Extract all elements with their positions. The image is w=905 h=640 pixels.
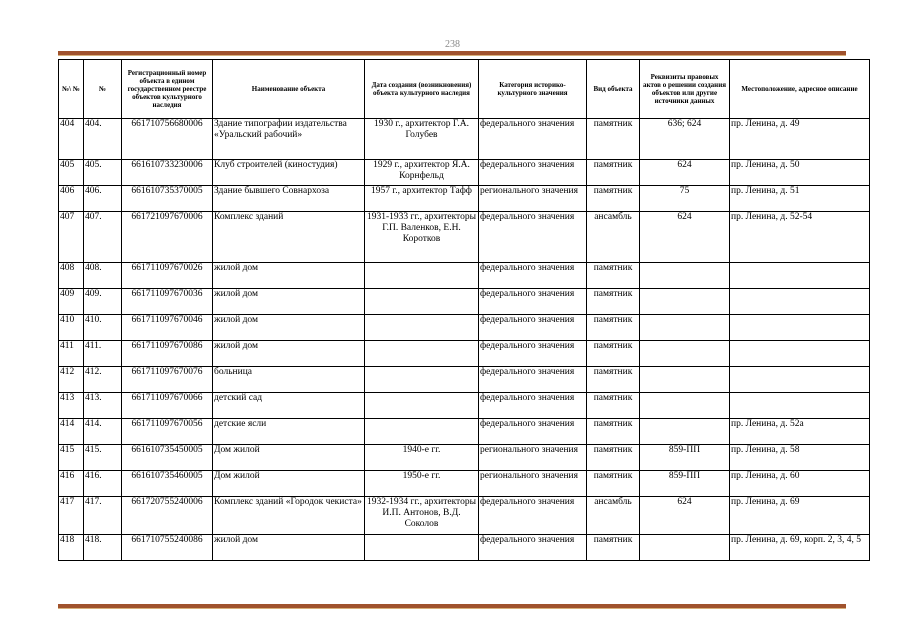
- row-number-cell: 404.: [84, 119, 122, 160]
- object-name-cell: Клуб строителей (киностудия): [213, 160, 365, 186]
- category-cell: федерального значения: [479, 263, 587, 289]
- row-index-cell: 417: [59, 497, 84, 535]
- registration-number-cell: 661711097670026: [122, 263, 213, 289]
- creation-date-cell: 1929 г., архитектор Я.А. Корнфельд: [365, 160, 479, 186]
- table-row: [59, 471, 870, 497]
- location-cell: [730, 341, 870, 367]
- table-body: [59, 119, 870, 561]
- object-type-cell: ансамбль: [587, 212, 640, 263]
- location-cell: пр. Ленина, д. 52-54: [730, 212, 870, 263]
- location-cell: [730, 393, 870, 419]
- location-cell: пр. Ленина, д. 69: [730, 497, 870, 535]
- creation-date-cell: 1950-е гг.: [365, 471, 479, 497]
- row-number-cell: 407.: [84, 212, 122, 263]
- location-cell: пр. Ленина, д. 52а: [730, 419, 870, 445]
- object-name-cell: Здание типографии издательства «Уральский рабочий»: [213, 119, 365, 160]
- registration-number-cell: 661610735450005: [122, 445, 213, 471]
- object-type-cell: памятник: [587, 419, 640, 445]
- object-type-cell: памятник: [587, 341, 640, 367]
- creation-date-cell: [365, 419, 479, 445]
- location-cell: [730, 289, 870, 315]
- creation-date-cell: [365, 341, 479, 367]
- table-row: [59, 160, 870, 186]
- heritage-registry-table: [58, 59, 870, 561]
- registration-number-cell: 661710755240086: [122, 535, 213, 561]
- registration-number-cell: 661721097670006: [122, 212, 213, 263]
- object-name-cell: жилой дом: [213, 289, 365, 315]
- row-number-cell: 411.: [84, 341, 122, 367]
- page-number: 238: [445, 39, 460, 50]
- location-cell: пр. Ленина, д. 50: [730, 160, 870, 186]
- legal-acts-cell: [640, 289, 730, 315]
- category-cell: федерального значения: [479, 289, 587, 315]
- row-index-cell: 413: [59, 393, 84, 419]
- legal-acts-cell: 624: [640, 212, 730, 263]
- creation-date-cell: 1940-е гг.: [365, 445, 479, 471]
- object-type-cell: памятник: [587, 160, 640, 186]
- object-name-cell: Дом жилой: [213, 471, 365, 497]
- object-type-cell: памятник: [587, 315, 640, 341]
- row-number-cell: 409.: [84, 289, 122, 315]
- object-name-cell: Комплекс зданий: [213, 212, 365, 263]
- object-type-cell: памятник: [587, 119, 640, 160]
- row-number-cell: 413.: [84, 393, 122, 419]
- category-cell: федерального значения: [479, 535, 587, 561]
- object-name-cell: детский сад: [213, 393, 365, 419]
- column-header: Регистрационный номер объекта в едином государственном реестре объектов культурного наследия: [122, 60, 213, 119]
- object-type-cell: памятник: [587, 289, 640, 315]
- registration-number-cell: 661711097670086: [122, 341, 213, 367]
- creation-date-cell: [365, 535, 479, 561]
- location-cell: пр. Ленина, д. 69, корп. 2, 3, 4, 5: [730, 535, 870, 561]
- column-header: №: [84, 60, 122, 119]
- row-index-cell: 414: [59, 419, 84, 445]
- location-cell: пр. Ленина, д. 60: [730, 471, 870, 497]
- row-number-cell: 405.: [84, 160, 122, 186]
- creation-date-cell: [365, 367, 479, 393]
- object-type-cell: памятник: [587, 263, 640, 289]
- location-cell: [730, 315, 870, 341]
- row-index-cell: 406: [59, 186, 84, 212]
- column-header: Наименование объекта: [213, 60, 365, 119]
- column-header: Местоположение, адресное описание: [730, 60, 870, 119]
- category-cell: федерального значения: [479, 212, 587, 263]
- creation-date-cell: [365, 289, 479, 315]
- row-number-cell: 414.: [84, 419, 122, 445]
- registration-number-cell: 661711097670036: [122, 289, 213, 315]
- registration-number-cell: 661710756680006: [122, 119, 213, 160]
- table-row: [59, 119, 870, 160]
- legal-acts-cell: [640, 367, 730, 393]
- legal-acts-cell: 859-ПП: [640, 445, 730, 471]
- object-type-cell: памятник: [587, 471, 640, 497]
- legal-acts-cell: [640, 393, 730, 419]
- table-row: [59, 341, 870, 367]
- creation-date-cell: 1932-1934 гг., архитекторы И.П. Антонов, В.Д. Соколов: [365, 497, 479, 535]
- location-cell: пр. Ленина, д. 51: [730, 186, 870, 212]
- category-cell: регионального значения: [479, 471, 587, 497]
- row-index-cell: 415: [59, 445, 84, 471]
- row-number-cell: 417.: [84, 497, 122, 535]
- object-name-cell: жилой дом: [213, 315, 365, 341]
- row-index-cell: 407: [59, 212, 84, 263]
- legal-acts-cell: 75: [640, 186, 730, 212]
- object-type-cell: памятник: [587, 535, 640, 561]
- location-cell: [730, 367, 870, 393]
- legal-acts-cell: 859-ПП: [640, 471, 730, 497]
- row-number-cell: 410.: [84, 315, 122, 341]
- table-row: [59, 212, 870, 263]
- object-type-cell: ансамбль: [587, 497, 640, 535]
- category-cell: федерального значения: [479, 419, 587, 445]
- legal-acts-cell: 624: [640, 160, 730, 186]
- category-cell: федерального значения: [479, 341, 587, 367]
- table-row: [59, 393, 870, 419]
- category-cell: федерального значения: [479, 393, 587, 419]
- creation-date-cell: [365, 263, 479, 289]
- registration-number-cell: 661711097670046: [122, 315, 213, 341]
- row-number-cell: 412.: [84, 367, 122, 393]
- registration-number-cell: 661711097670076: [122, 367, 213, 393]
- category-cell: федерального значения: [479, 315, 587, 341]
- category-cell: федерального значения: [479, 367, 587, 393]
- legal-acts-cell: [640, 315, 730, 341]
- legal-acts-cell: [640, 263, 730, 289]
- creation-date-cell: [365, 393, 479, 419]
- column-header: Реквизиты правовых актов о решении создания объектов или другие источники данных: [640, 60, 730, 119]
- legal-acts-cell: 636; 624: [640, 119, 730, 160]
- row-index-cell: 409: [59, 289, 84, 315]
- column-header: Дата создания (возникновения) объекта культурного наследия: [365, 60, 479, 119]
- object-type-cell: памятник: [587, 445, 640, 471]
- row-index-cell: 416: [59, 471, 84, 497]
- object-type-cell: памятник: [587, 393, 640, 419]
- category-cell: регионального значения: [479, 186, 587, 212]
- row-number-cell: 408.: [84, 263, 122, 289]
- table-row: [59, 445, 870, 471]
- column-header: №\ №: [59, 60, 84, 119]
- registration-number-cell: 661610735460005: [122, 471, 213, 497]
- table-row: [59, 186, 870, 212]
- legal-acts-cell: [640, 535, 730, 561]
- location-cell: [730, 263, 870, 289]
- table-row: [59, 497, 870, 535]
- registration-number-cell: 661711097670066: [122, 393, 213, 419]
- row-number-cell: 416.: [84, 471, 122, 497]
- object-name-cell: жилой дом: [213, 535, 365, 561]
- creation-date-cell: 1930 г., архитектор Г.А. Голубев: [365, 119, 479, 160]
- creation-date-cell: [365, 315, 479, 341]
- row-index-cell: 410: [59, 315, 84, 341]
- object-type-cell: памятник: [587, 367, 640, 393]
- object-name-cell: жилой дом: [213, 341, 365, 367]
- category-cell: федерального значения: [479, 160, 587, 186]
- table-row: [59, 367, 870, 393]
- column-header: Категория историко-культурного значения: [479, 60, 587, 119]
- registration-number-cell: 661610733230006: [122, 160, 213, 186]
- legal-acts-cell: [640, 341, 730, 367]
- legal-acts-cell: [640, 419, 730, 445]
- location-cell: пр. Ленина, д. 58: [730, 445, 870, 471]
- registration-number-cell: 661711097670056: [122, 419, 213, 445]
- object-name-cell: Комплекс зданий «Городок чекиста»: [213, 497, 365, 535]
- table-row: [59, 419, 870, 445]
- object-name-cell: Здание бывшего Совнархоза: [213, 186, 365, 212]
- object-type-cell: памятник: [587, 186, 640, 212]
- column-header: Вид объекта: [587, 60, 640, 119]
- registration-number-cell: 661610735370005: [122, 186, 213, 212]
- table-row: [59, 263, 870, 289]
- footer-rule: [58, 604, 846, 609]
- object-name-cell: Дом жилой: [213, 445, 365, 471]
- row-index-cell: 411: [59, 341, 84, 367]
- row-index-cell: 408: [59, 263, 84, 289]
- table-row: [59, 315, 870, 341]
- category-cell: федерального значения: [479, 119, 587, 160]
- location-cell: пр. Ленина, д. 49: [730, 119, 870, 160]
- header-rule: [58, 51, 846, 56]
- registration-number-cell: 661720755240006: [122, 497, 213, 535]
- object-name-cell: жилой дом: [213, 263, 365, 289]
- creation-date-cell: 1931-1933 гг., архитекторы Г.П. Валенков, Е.Н. Коротков: [365, 212, 479, 263]
- creation-date-cell: 1957 г., архитектор Тафф: [365, 186, 479, 212]
- row-number-cell: 418.: [84, 535, 122, 561]
- row-index-cell: 412: [59, 367, 84, 393]
- row-index-cell: 404: [59, 119, 84, 160]
- category-cell: регионального значения: [479, 445, 587, 471]
- legal-acts-cell: 624: [640, 497, 730, 535]
- row-index-cell: 418: [59, 535, 84, 561]
- row-number-cell: 406.: [84, 186, 122, 212]
- object-name-cell: детские ясли: [213, 419, 365, 445]
- row-index-cell: 405: [59, 160, 84, 186]
- object-name-cell: больница: [213, 367, 365, 393]
- table-row: [59, 289, 870, 315]
- category-cell: федерального значения: [479, 497, 587, 535]
- table-row: [59, 535, 870, 561]
- table-header-row: [59, 60, 870, 119]
- row-number-cell: 415.: [84, 445, 122, 471]
